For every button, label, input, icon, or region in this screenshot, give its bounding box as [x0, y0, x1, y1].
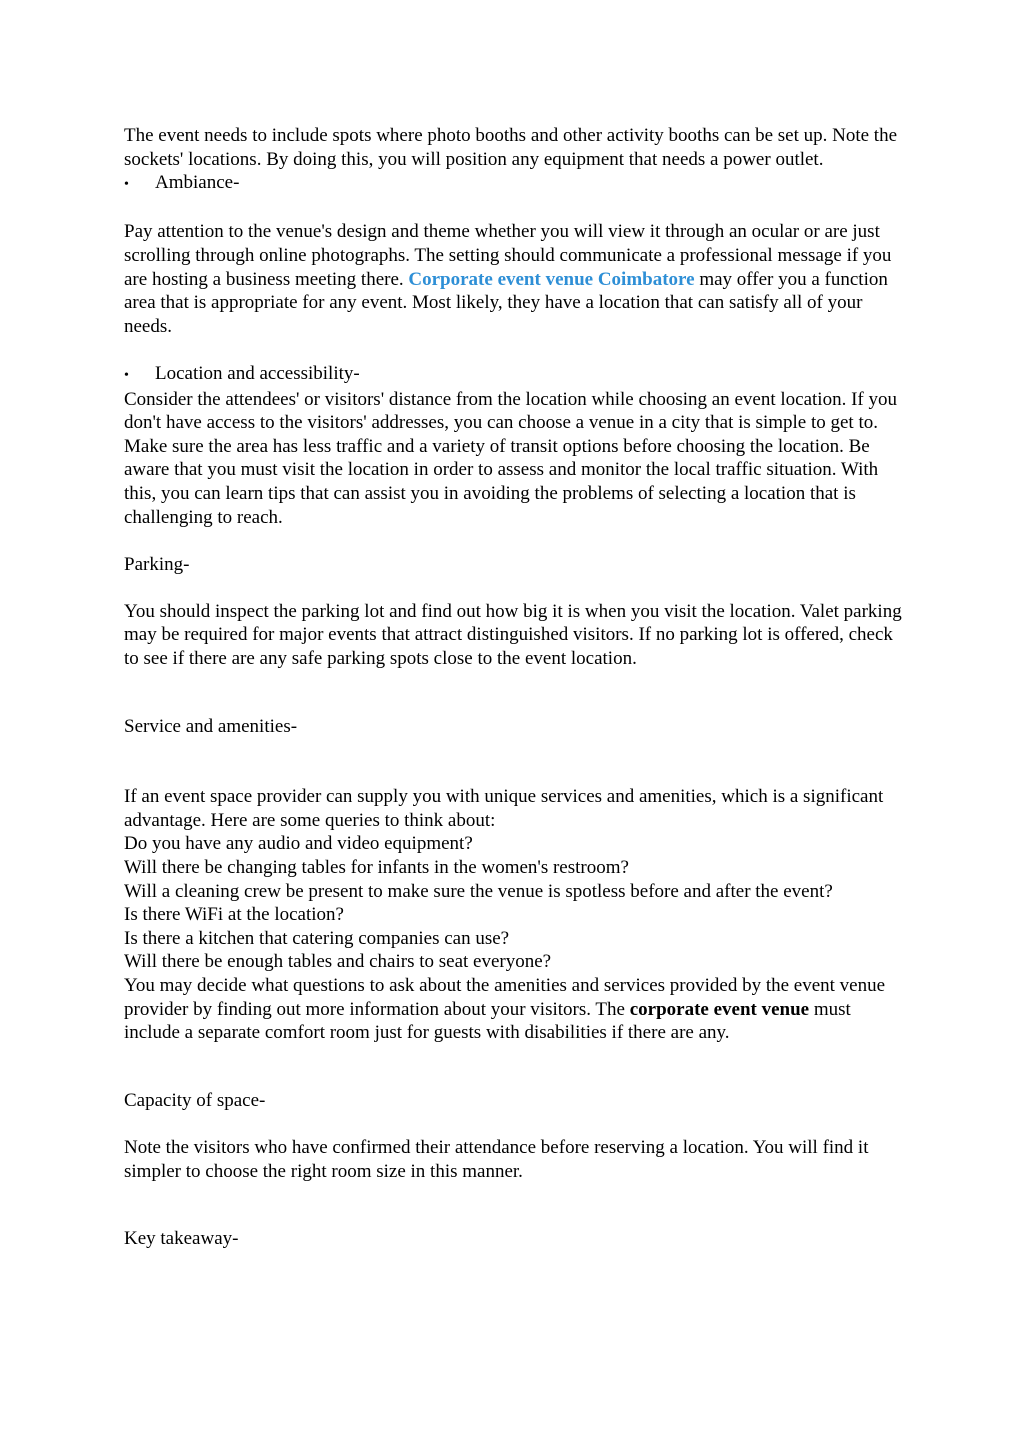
document-page — [124, 124, 904, 1251]
corporate-venue-bold: corporate event venue — [629, 998, 810, 1020]
paragraph-ambiance: Pay attention to the venue's design and theme whether you will view it through an ocular or are just scrolling through online photographs. The setting should communicate a professional message if you are hosting a business meeting there. Corporate event venue Coimbatore may offer you a function area that is appropriate for any event. Most likely, they have a location that can satisfy all of your needs. — [124, 221, 892, 337]
bullet-ambiance — [124, 171, 904, 197]
bullet-icon: • — [124, 367, 129, 383]
heading-capacity: Capacity of space- — [124, 1089, 266, 1111]
question-item: Will there be enough tables and chairs to seat everyone? — [124, 951, 552, 973]
paragraph-capacity: Note the visitors who have confirmed their attendance before reserving a location. You will find it simpler to choose the right room size in this manner. — [124, 1136, 869, 1182]
paragraph-parking: You should inspect the parking lot and find out how big it is when you visit the location. Valet parking may be required for major events that attract distinguished visitors. If no parking lot is offered, check to see if there are any safe parking spots close to the event location. — [124, 600, 902, 670]
question-item: Is there WiFi at the location? — [124, 904, 344, 926]
bullet-location — [124, 362, 904, 388]
question-item: Will a cleaning crew be present to make sure the venue is spotless before and after the event? — [124, 880, 833, 902]
question-item: Do you have any audio and video equipment? — [124, 833, 473, 855]
bullet-ambiance-label: Ambiance- — [155, 172, 240, 194]
paragraph-amenities: You may decide what questions to ask about the amenities and services provided by the event venue provider by finding out more information about your visitors. The corporate event venue must include a separate comfort room just for guests with disabilities if there are any. — [124, 975, 886, 1044]
heading-service: Service and amenities- — [124, 715, 298, 737]
corporate-venue-link[interactable]: Corporate event venue Coimbatore — [408, 268, 695, 290]
question-item: Is there a kitchen that catering companies can use? — [124, 927, 510, 949]
paragraph-service: If an event space provider can supply you with unique services and amenities, which is a significant advantage. Here are some queries to think about: — [124, 786, 884, 831]
paragraph-booths: The event needs to include spots where photo booths and other activity booths can be set up. Note the sockets' locations. By doing this, you will position any equipment that needs a power outlet. — [124, 125, 898, 170]
heading-takeaway: Key takeaway- — [124, 1228, 239, 1250]
paragraph-distance: Consider the attendees' or visitors' distance from the location while choosing an event location. If you don't have access to the visitors' addresses, you can choose a venue in a city that is simple to get to. — [124, 388, 897, 434]
heading-parking: Parking- — [124, 553, 190, 575]
bullet-icon: • — [124, 177, 129, 193]
paragraph-traffic: Make sure the area has less traffic and a variety of transit options before choosing the location. Be aware that you must visit the location in order to assess and monitor the local traffic situation. With this, you can learn tips that can assist you in avoiding the problems of selecting a location that is challenging to reach. — [124, 435, 879, 528]
question-item: Will there be changing tables for infants in the women's restroom? — [124, 857, 629, 879]
bullet-location-label: Location and accessibility- — [155, 362, 360, 384]
